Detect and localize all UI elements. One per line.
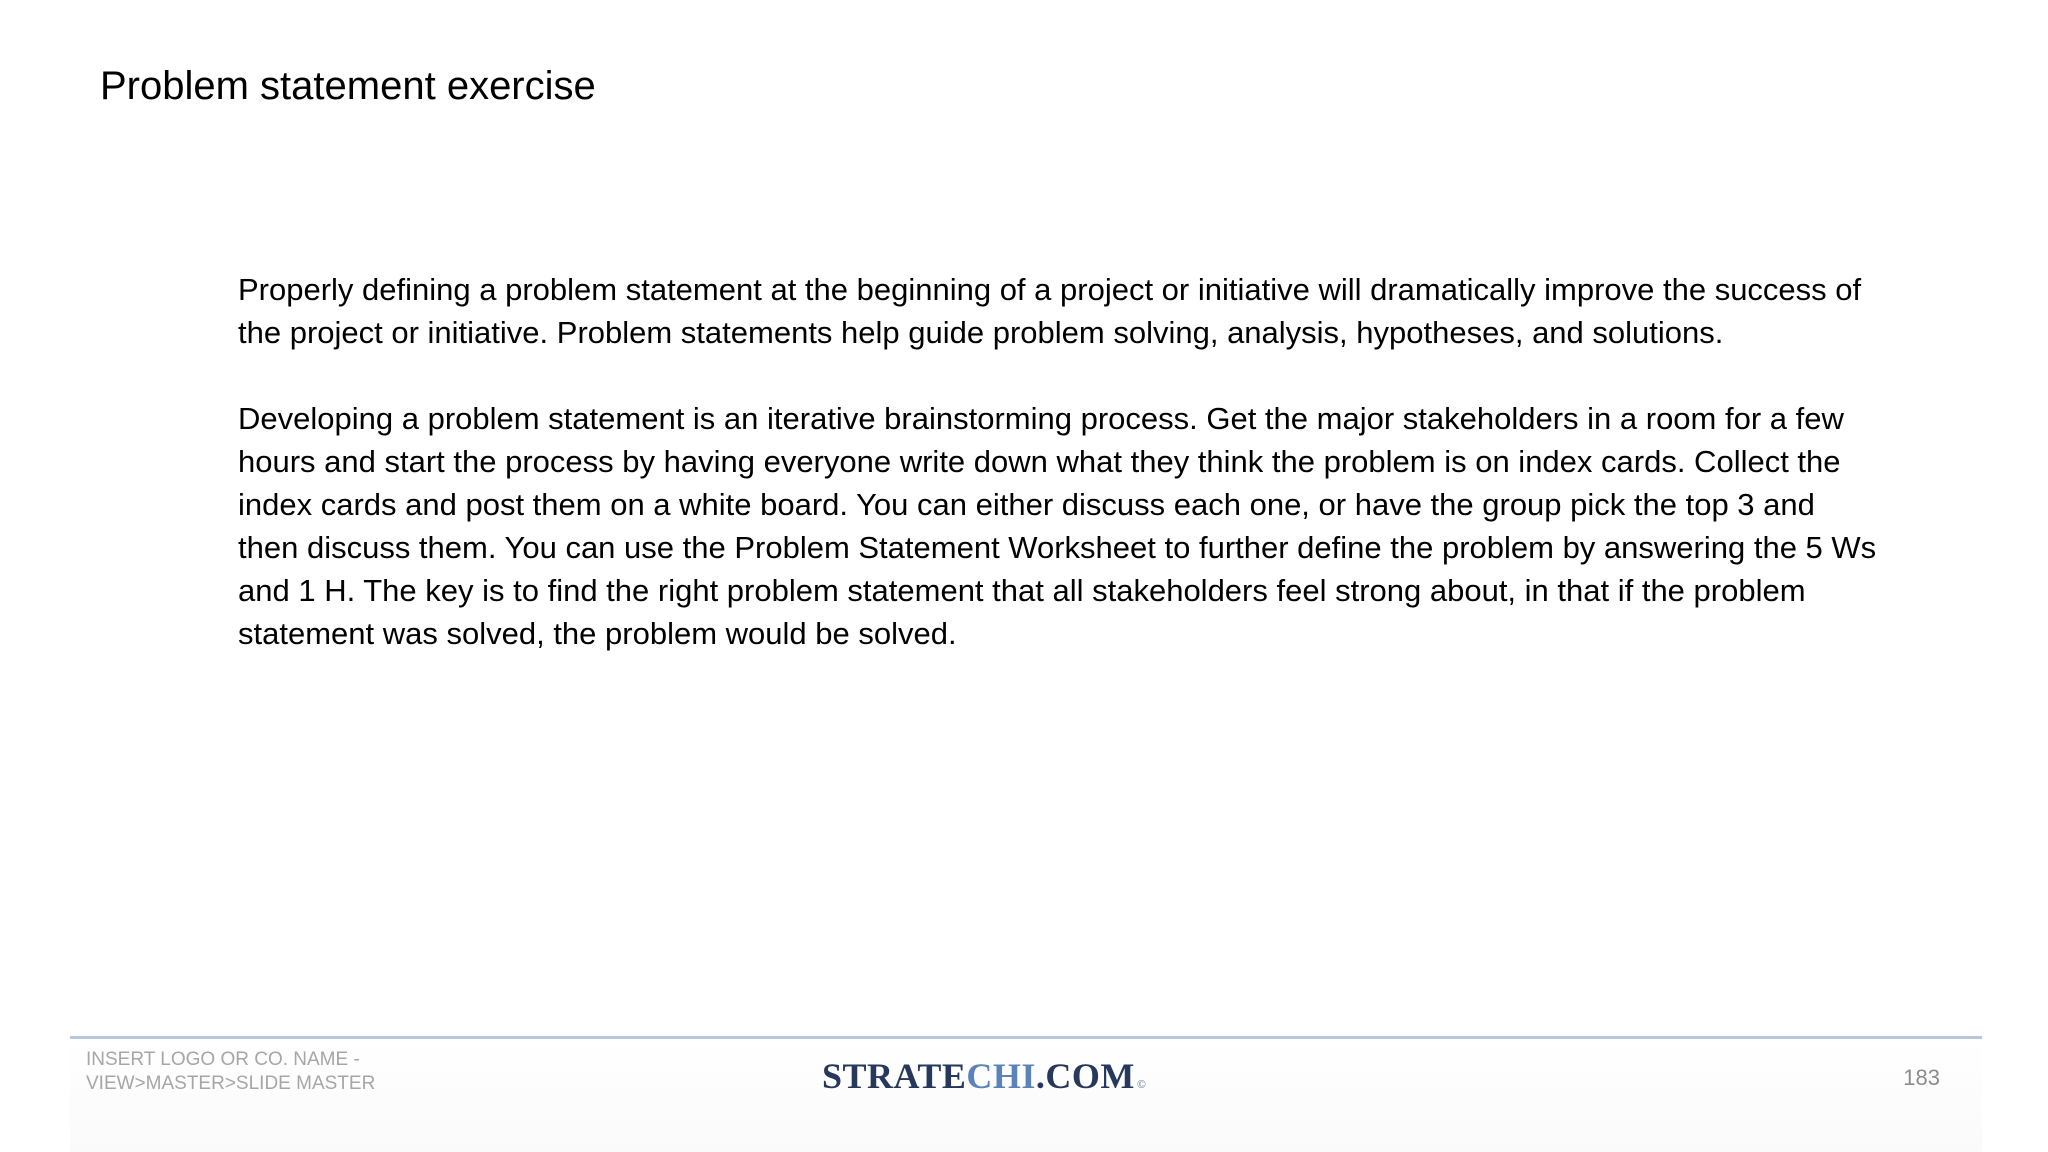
logo-placeholder-line-2: VIEW>MASTER>SLIDE MASTER xyxy=(86,1073,376,1094)
body-paragraph-2: Developing a problem statement is an iterative brainstorming process. Get the major stakeholders in a room for a few hours and start the process by having everyone write down what they think the problem is on index cards. Collect the index cards and post them on a white board. You can either discuss each one, or have the group pick the top 3 and then discuss them. You can use the Problem Statement Worksheet to further define the problem by answering the 5 Ws and 1 H. The key is to find the right problem statement that all stakeholders feel strong about, in that if the problem statement was solved, the problem would be solved. xyxy=(238,401,1877,651)
page-number: 183 xyxy=(1903,1065,1940,1090)
logo-placeholder-line-1: INSERT LOGO OR CO. NAME - xyxy=(86,1049,360,1070)
stratechi-logo xyxy=(822,1054,1146,1106)
logo-text-chi: CHI xyxy=(966,1056,1036,1096)
logo-text-com: .COM xyxy=(1035,1056,1135,1096)
slide-title: Problem statement exercise xyxy=(100,64,596,108)
slide-footer xyxy=(70,1036,1982,1152)
slide-body xyxy=(238,268,1878,698)
logo-placeholder-text xyxy=(86,1048,375,1096)
body-paragraph-1: Properly defining a problem statement at the beginning of a project or initiative will dramatically improve the success of the project or initiative. Problem statements help guide problem solving, analysis, hypotheses, and solutions. xyxy=(238,272,1862,350)
logo-text-strate: STRATE xyxy=(822,1056,967,1096)
copyright-mark: © xyxy=(1136,1077,1147,1091)
footer-divider xyxy=(70,1036,1982,1039)
